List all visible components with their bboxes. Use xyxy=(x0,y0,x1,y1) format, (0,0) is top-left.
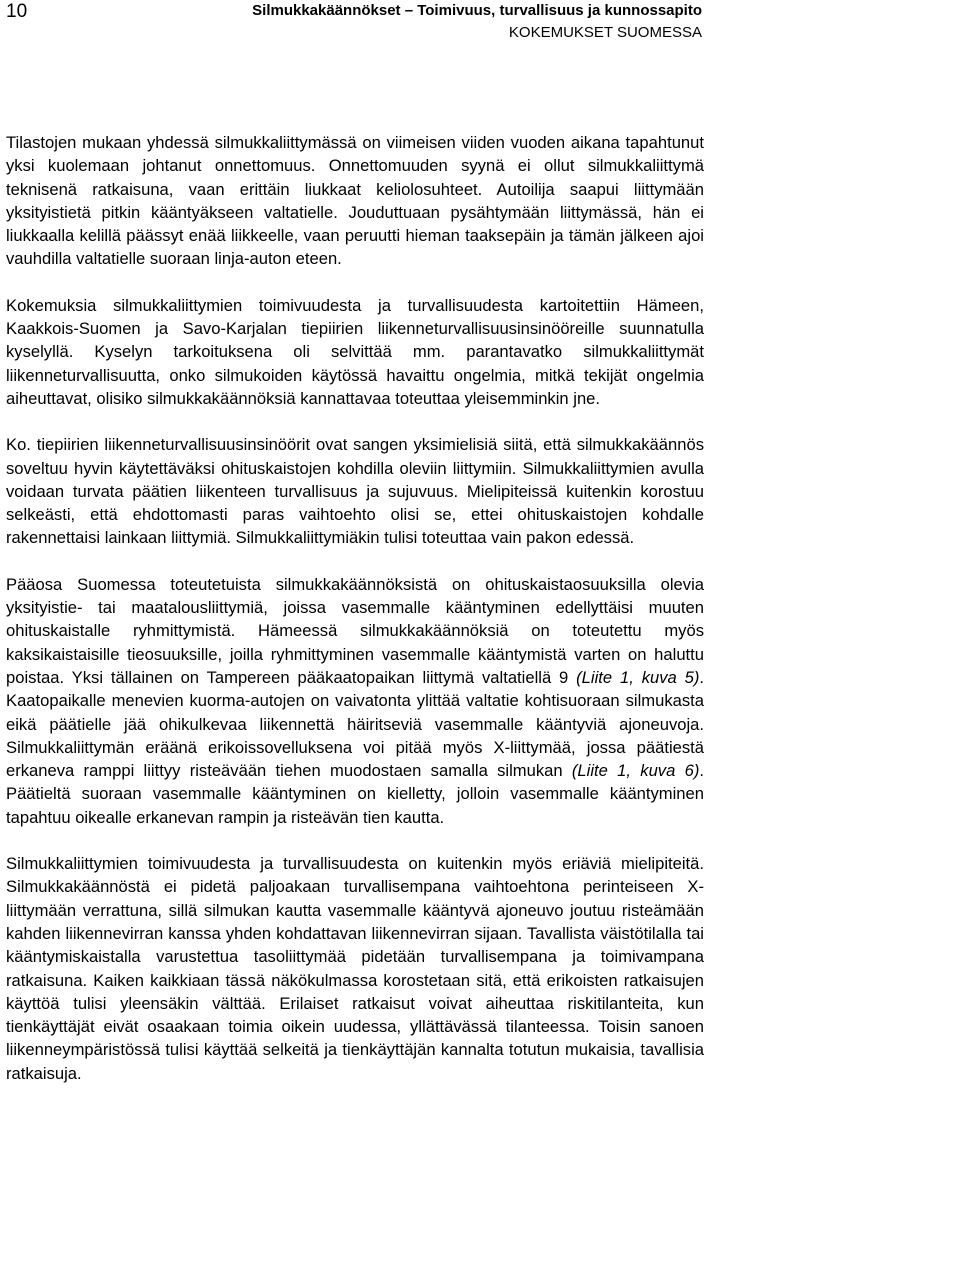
figure-reference-kuva-6: (Liite 1, kuva 6) xyxy=(571,761,700,781)
paragraph-4-part-3: . Päätieltä suoraan vasemmalle kääntyminen on kielletty, jolloin vasemmalle kääntyminen tapahtuu oikealle erkanevan rampin ja risteävän tien kautta. xyxy=(6,761,704,827)
paragraph-5: Silmukkaliittymien toimivuudesta ja turvallisuudesta on kuitenkin myös eriäviä mielipiteitä. Silmukkakäännöstä ei pidetä paljoakaan turvallisempana vaihtoehtona perinteiseen X-liittymään verrattuna, sillä silmukan kautta vasemmalle kääntyvä ajoneuvo joutuu risteämään kahden liikennevirran kanssa yhden kohdattavan liikennevirran sijaan. Tavallista väistötilalla tai kääntymiskaistalla varustettua tasoliittymää pidetään turvallisempana ja toimivampana ratkaisuna. Kaiken kaikkiaan tässä näkökulmassa korostetaan sitä, että erikoisten ratkaisujen käyttöä tulisi yleensäkin välttää. Erilaiset ratkaisut voivat aiheuttaa riskitilanteita, kun tienkäyttäjät eivät osaakaan toimia oikein uudessa, yllättävässä tilanteessa. Toisin sanoen liikenneympäristössä tulisi käyttää selkeitä ja tienkäyttäjän kannalta totutun mukaisia, tavallisia ratkaisuja. xyxy=(6,854,704,1083)
paragraph-1: Tilastojen mukaan yhdessä silmukkaliittymässä on viimeisen viiden vuoden aikana tapahtunut yksi kuolemaan johtanut onnettomuus. Onnettomuuden syynä ei ollut silmukkaliittymä teknisenä ratkaisuna, vaan erittäin liukkaat keliolosuhteet. Autoilija saapui liittymään yksityistietä pitkin kääntyäkseen valtatielle. Jouduttuaan pysähtymään liittymässä, hän ei liukkaalla kelillä päässyt enää liikkeelle, vaan peruutti hieman taaksepäin ja tämän jälkeen ajoi vauhdilla valtatielle suoraan linja-auton eteen. xyxy=(6,133,704,269)
paragraph-4 xyxy=(6,573,704,829)
paragraph-2: Kokemuksia silmukkaliittymien toimivuudesta ja turvallisuudesta kartoitettiin Hämeen, Kaakkois-Suomen ja Savo-Karjalan tiepiirien liikenneturvallisuusinsinööreille suunnatulla kyselyllä. Kyselyn tarkoituksena oli selvittää mm. parantavatko silmukkaliittymät liikenneturvallisuutta, onko silmukoiden käytössä havaittu ongelmia, mitkä tekijät ongelmia aiheuttavat, olisiko silmukkakäännöksiä kannattavaa toteuttaa yleisemminkin jne. xyxy=(6,295,704,408)
page-number: 10 xyxy=(6,1,28,22)
paragraph-4-part-2: . Kaatopaikalle menevien kuorma-autojen on vaivatonta ylittää valtatie kohtisuoraan silmukasta eikä päätielle jää ohikulkevaa liikennettä häiritseviä vasemmalle kääntyviä ajoneuvoja. Silmukkaliittymän eräänä erikoissovelluksena voi pitää myös X-liittymää, jossa päätiestä erkaneva ramppi liittyy risteävään tiehen muodostaen samalla silmukan xyxy=(6,667,704,781)
running-subtitle: KOKEMUKSET SUOMESSA xyxy=(508,24,702,41)
paragraph-4-part-1: Pääosa Suomessa toteutetuista silmukkakäännöksistä on ohituskaistaosuuksilla olevia yksityistie- tai maatalousliittymiä, joissa vasemmalle kääntyminen edellyttäisi muuten ohituskaistalle ryhmittymistä. Hämeessä silmukkakäännöksiä on toteutettu myös kaksikaistaisille tieosuuksille, joilla ryhmittyminen vasemmalle kääntymistä varten on haluttu poistaa. Yksi tällainen on Tampereen pääkaatopaikan liittymä valtatiellä 9 xyxy=(6,574,704,687)
body-text xyxy=(6,131,704,1085)
page-header xyxy=(0,0,960,50)
running-title: Silmukkakäännökset – Toimivuus, turvallisuus ja kunnossapito xyxy=(252,2,702,19)
paragraph-3: Ko. tiepiirien liikenneturvallisuusinsinöörit ovat sangen yksimielisiä siitä, että silmukkakäännös soveltuu hyvin käytettäväksi ohituskaistojen kohdilla oleviin liittymiin. Silmukkaliittymien avulla voidaan turvata päätien liikenteen turvallisuus ja sujuvuus. Mielipiteissä kuitenkin korostuu selkeästi, että ehdottomasti paras vaihtoehto olisi se, ettei ohituskaistojen kohdalle rakennettaisi lainkaan liittymiä. Silmukkaliittymiäkin tulisi toteuttaa vain pakon edessä. xyxy=(6,435,704,548)
figure-reference-kuva-5: (Liite 1, kuva 5) xyxy=(576,667,700,687)
